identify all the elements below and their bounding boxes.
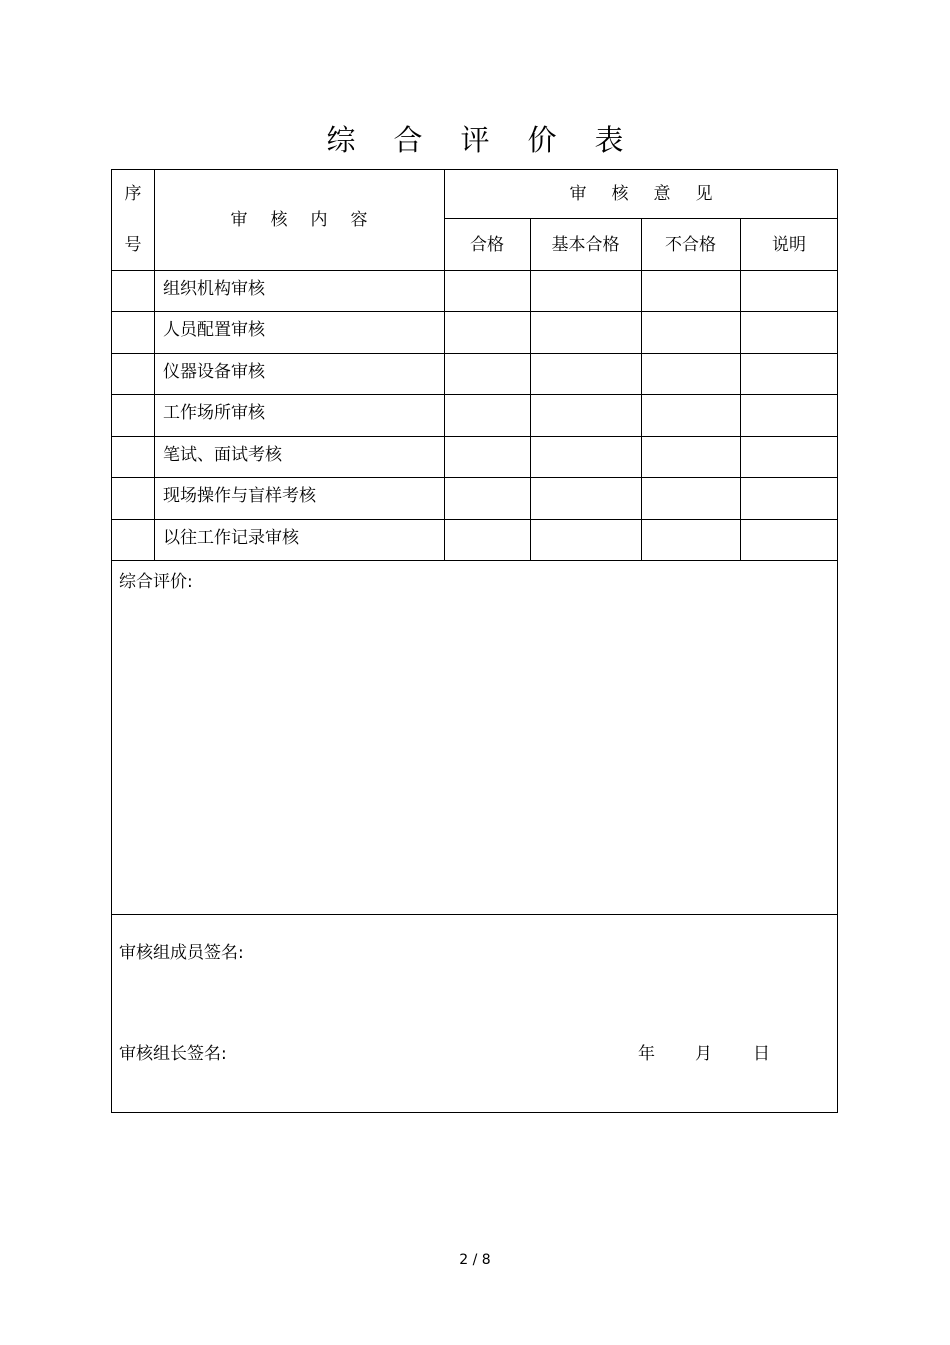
leader-signature-label: 审核组长签名: xyxy=(119,1044,227,1064)
content-header-char: 内 xyxy=(310,210,328,230)
date-month-label: 月 xyxy=(695,1044,712,1064)
grid-line xyxy=(530,218,531,560)
column-header-basic-pass: 基本合格 xyxy=(551,235,620,255)
row-label-workplace: 工作场所审核 xyxy=(163,403,265,423)
grid-line xyxy=(444,170,445,560)
title-char: 表 xyxy=(594,123,624,157)
opinion-header xyxy=(444,183,838,205)
title-char: 评 xyxy=(460,123,490,157)
row-label-org: 组织机构审核 xyxy=(163,279,265,299)
evaluation-form-table xyxy=(111,169,838,1113)
column-header-pass: 合格 xyxy=(470,235,504,255)
grid-line xyxy=(112,353,838,354)
grid-line xyxy=(112,311,838,312)
grid-line xyxy=(740,218,741,560)
grid-line xyxy=(112,270,838,271)
members-signature-label: 审核组成员签名: xyxy=(119,943,244,963)
opinion-header-char: 审 xyxy=(569,184,587,204)
column-header-notes: 说明 xyxy=(772,235,806,255)
column-header-fail: 不合格 xyxy=(665,235,716,255)
row-label-records: 以往工作记录审核 xyxy=(163,528,299,548)
grid-line xyxy=(112,394,838,395)
evaluation-label: 综合评价: xyxy=(119,572,193,592)
date-day-label: 日 xyxy=(753,1044,770,1064)
grid-line xyxy=(112,477,838,478)
content-header-char: 核 xyxy=(270,210,288,230)
title-char: 综 xyxy=(326,123,356,157)
seq-header-bottom: 号 xyxy=(124,235,142,255)
form-title xyxy=(0,118,950,162)
page-number: 2 / 8 xyxy=(459,1252,491,1268)
row-label-onsite: 现场操作与盲样考核 xyxy=(163,486,316,506)
row-label-staff: 人员配置审核 xyxy=(163,320,265,340)
opinion-header-char: 意 xyxy=(653,184,671,204)
opinion-header-char: 见 xyxy=(695,184,713,204)
grid-line xyxy=(112,519,838,520)
content-header xyxy=(154,209,444,231)
grid-line xyxy=(641,218,642,560)
title-char: 合 xyxy=(393,123,423,157)
row-label-equipment: 仪器设备审核 xyxy=(163,362,265,382)
title-char: 价 xyxy=(527,123,557,157)
content-header-char: 容 xyxy=(350,210,368,230)
grid-line xyxy=(112,560,838,561)
grid-line xyxy=(112,914,838,915)
content-header-char: 审 xyxy=(230,210,248,230)
date-year-label: 年 xyxy=(638,1044,655,1064)
grid-line xyxy=(112,436,838,437)
row-label-exam: 笔试、面试考核 xyxy=(163,445,282,465)
seq-header-top: 序 xyxy=(124,184,142,204)
opinion-header-char: 核 xyxy=(611,184,629,204)
